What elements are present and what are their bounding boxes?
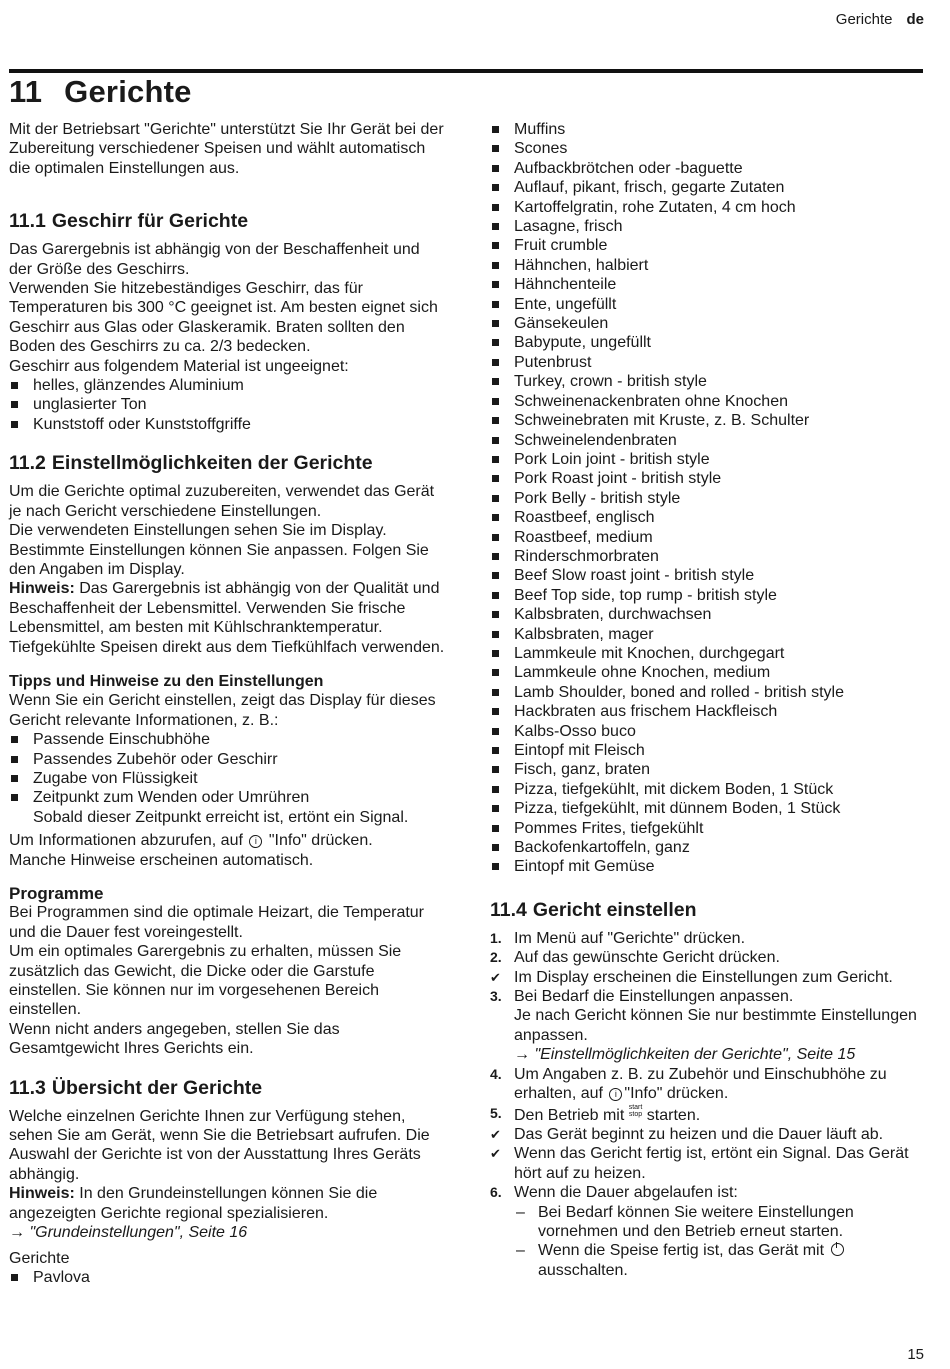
- note-label: Hinweis:: [9, 1185, 75, 1203]
- list-item: Kalbsbraten, durchwachsen: [490, 605, 920, 624]
- list-item: Schweinebraten mit Kruste, z. B. Schulter: [490, 411, 920, 430]
- cross-reference[interactable]: → "Einstellmöglichkeiten der Gerichte", Seite 15: [514, 1046, 856, 1064]
- list-item: Ente, ungefüllt: [490, 295, 920, 314]
- list-item: Lamb Shoulder, boned and rolled - british style: [490, 683, 920, 702]
- list-item: Muffins: [490, 120, 920, 139]
- list-item: helles, glänzendes Aluminium: [9, 376, 447, 395]
- list-item: Passende Einschubhöhe: [9, 730, 447, 749]
- paragraph: Um ein optimales Garergebnis zu erhalten, müssen Sie zusätzlich das Gewicht, die Dicke oder die Garstufe einstellen. Sie können nur im vorgesehenen Bereich einstellen.: [9, 943, 402, 1019]
- step-item: 6. Wenn die Dauer abgelaufen ist: – Bei Bedarf können Sie weitere Einstellungen vornehmen und den Betrieb erneut starten. – Wenn die Speise fertig ist, das Gerät mit ausschalten.: [490, 1183, 920, 1280]
- intro-paragraph: Mit der Betriebsart "Gerichte" unterstützt Sie Ihr Gerät bei der Zubereitung verschiedener Speisen und wählt automatisch die optimalen Einstellungen aus.: [9, 121, 444, 177]
- list-item: Kalbs-Osso buco: [490, 722, 920, 741]
- paragraph: Manche Hinweise erscheinen automatisch.: [9, 851, 314, 869]
- list-item: Lasagne, frisch: [490, 217, 920, 236]
- list-item: Kunststoff oder Kunststoffgriffe: [9, 415, 447, 434]
- list-item: Auflauf, pikant, frisch, gegarte Zutaten: [490, 178, 920, 197]
- header-language: de: [906, 11, 924, 28]
- header-section: Gerichte: [835, 11, 893, 28]
- header-rule: [9, 69, 923, 73]
- list-item: Hähnchen, halbiert: [490, 256, 920, 275]
- paragraph: Welche einzelnen Gerichte Ihnen zur Verfügung stehen, sehen Sie am Gerät, wenn Sie die Betriebsart aufrufen. Die Auswahl der Gerichte ist von der Ausstattung Ihres Geräts abhängig.: [9, 1107, 430, 1183]
- power-icon: [831, 1243, 844, 1256]
- cross-reference[interactable]: → "Grundeinstellungen", Seite 16: [9, 1224, 248, 1242]
- paragraph: Die verwendeten Einstellungen sehen Sie im Display. Bestimmte Einstellungen können Sie anpassen. Folgen Sie den Angaben im Display.: [9, 522, 429, 578]
- sub-step-item: – Bei Bedarf können Sie weitere Einstellungen vornehmen und den Betrieb erneut starten.: [514, 1203, 920, 1242]
- section-heading: 11.4 Gericht einstellen: [490, 898, 697, 921]
- list-item: Beef Top side, top rump - british style: [490, 586, 920, 605]
- chapter-number: 11: [9, 74, 43, 109]
- list-item: Eintopf mit Gemüse: [490, 857, 920, 876]
- result-item: ✔ Wenn das Gericht fertig ist, ertönt ein Signal. Das Gerät hört auf zu heizen.: [490, 1145, 909, 1182]
- list-item: Turkey, crown - british style: [490, 372, 920, 391]
- left-column: [9, 120, 447, 1287]
- list-item: Rinderschmorbraten: [490, 547, 920, 566]
- list-title: Gerichte: [9, 1249, 70, 1267]
- list-item: Zugabe von Flüssigkeit: [9, 769, 447, 788]
- list-item: Kalbsbraten, mager: [490, 625, 920, 644]
- step-item: 2. Auf das gewünschte Gericht drücken.: [490, 949, 780, 967]
- right-column: [490, 120, 920, 1280]
- list-item: Babypute, ungefüllt: [490, 333, 920, 352]
- paragraph: Bei Programmen sind die optimale Heizart, die Temperatur und die Dauer fest voreingestellt.: [9, 904, 425, 941]
- list-item: Roastbeef, medium: [490, 528, 920, 547]
- info-icon: i: [249, 835, 262, 848]
- paragraph: Um Informationen abzurufen, auf i "Info" drücken.: [9, 832, 373, 850]
- list-item: Fruit crumble: [490, 236, 920, 255]
- chapter-title: [9, 74, 192, 110]
- dishes-list-right: [490, 120, 920, 877]
- note-paragraph: Hinweis: In den Grundeinstellungen können Sie die angezeigten Gerichte regional spezialisieren.: [9, 1185, 378, 1222]
- step-item: 4. Um Angaben z. B. zu Zubehör und Einschubhöhe zu erhalten, auf i "Info" drücken.: [490, 1065, 887, 1103]
- list-item: Aufbackbrötchen oder -baguette: [490, 159, 920, 178]
- list-item: Putenbrust: [490, 353, 920, 372]
- sub-step-item: – Wenn die Speise fertig ist, das Gerät mit ausschalten.: [514, 1241, 920, 1280]
- dishes-list-left: [9, 1268, 447, 1287]
- list-item: Hähnchenteile: [490, 275, 920, 294]
- result-item: ✔ Im Display erscheinen die Einstellungen zum Gericht.: [490, 968, 893, 986]
- list-item: Pork Loin joint - british style: [490, 450, 920, 469]
- list-item: Scones: [490, 139, 920, 158]
- list-item: Lammkeule ohne Knochen, medium: [490, 663, 920, 682]
- list-item: Schweinenackenbraten ohne Knochen: [490, 392, 920, 411]
- list-item: Kartoffelgratin, rohe Zutaten, 4 cm hoch: [490, 198, 920, 217]
- list-item: Gänsekeulen: [490, 314, 920, 333]
- result-item: ✔ Das Gerät beginnt zu heizen und die Dauer läuft ab.: [490, 1125, 884, 1143]
- step-item: 5. Den Betrieb mit start stop starten.: [490, 1103, 701, 1124]
- start-stop-icon: start stop: [628, 1103, 643, 1118]
- check-icon: ✔: [490, 969, 501, 985]
- paragraph: Das Garergebnis ist abhängig von der Beschaffenheit und der Größe des Geschirrs.: [9, 241, 420, 278]
- list-item: Hackbraten aus frischem Hackfleisch: [490, 702, 920, 721]
- sub-steps-list: [514, 1203, 920, 1281]
- list-item: Roastbeef, englisch: [490, 508, 920, 527]
- section-heading: 11.3 Übersicht der Gerichte: [9, 1076, 263, 1099]
- paragraph: Wenn nicht anders angegeben, stellen Sie das Gesamtgewicht Ihres Gerichts ein.: [9, 1020, 340, 1058]
- list-item: Schweinelendenbraten: [490, 431, 920, 450]
- list-item: Beef Slow roast joint - british style: [490, 566, 920, 585]
- note-label: Hinweis:: [9, 580, 75, 598]
- check-icon: ✔: [490, 1146, 501, 1162]
- paragraph: Wenn Sie ein Gericht einstellen, zeigt das Display für dieses Gericht relevante Informationen, z. B.:: [9, 692, 436, 729]
- unsuitable-material-list: [9, 376, 447, 434]
- check-icon: ✔: [490, 1126, 501, 1142]
- chapter-title-text: Gerichte: [64, 74, 192, 109]
- list-item: Pizza, tiefgekühlt, mit dünnem Boden, 1 Stück: [490, 799, 920, 818]
- subheading: Programme: [9, 884, 104, 903]
- section-heading: 11.2 Einstellmöglichkeiten der Gerichte: [9, 452, 373, 475]
- info-icon: i: [609, 1088, 622, 1101]
- list-item: Pavlova: [9, 1268, 447, 1287]
- note-paragraph: Hinweis: Das Garergebnis ist abhängig von der Qualität und Beschaffenheit der Lebensmittel. Verwenden Sie frische Lebensmittel, am besten mit Kühlschranktemperatur. Tiefgekühlte Speisen direkt aus dem Tiefkühlfach verwenden.: [9, 580, 445, 656]
- list-item: Eintopf mit Fleisch: [490, 741, 920, 760]
- paragraph: Geschirr aus folgendem Material ist ungeeignet:: [9, 357, 349, 375]
- list-item: Passendes Zubehör oder Geschirr: [9, 750, 447, 769]
- list-item: Zeitpunkt zum Wenden oder Umrühren Sobald dieser Zeitpunkt erreicht ist, ertönt ein Signal.: [9, 788, 447, 827]
- list-item: Pommes Frites, tiefgekühlt: [490, 819, 920, 838]
- steps-list: [490, 929, 920, 1280]
- paragraph: Um die Gerichte optimal zuzubereiten, verwendet das Gerät je nach Gericht verschiedene Einstellungen.: [9, 483, 435, 520]
- list-item: Fisch, ganz, braten: [490, 760, 920, 779]
- list-item: Lammkeule mit Knochen, durchgegart: [490, 644, 920, 663]
- list-item: unglasierter Ton: [9, 395, 447, 414]
- paragraph: Verwenden Sie hitzebeständiges Geschirr, das für Temperaturen bis 300 °C geeignet ist. Am besten eignet sich Geschirr aus Glas oder Glaskeramik. Braten sollten den Boden des Geschirrs zu ca. 2/3 bedecken.: [9, 280, 438, 356]
- step-item: 1. Im Menü auf "Gerichte" drücken.: [490, 929, 746, 947]
- subheading: Tipps und Hinweise zu den Einstellungen: [9, 672, 324, 690]
- list-item: Backofenkartoffeln, ganz: [490, 838, 920, 857]
- list-item: Pork Roast joint - british style: [490, 469, 920, 488]
- list-item: Pizza, tiefgekühlt, mit dickem Boden, 1 Stück: [490, 780, 920, 799]
- running-header: [836, 11, 924, 28]
- section-heading: 11.1 Geschirr für Gerichte: [9, 210, 249, 233]
- page-number: 15: [907, 1346, 924, 1363]
- list-item: Pork Belly - british style: [490, 489, 920, 508]
- step-item: 3. Bei Bedarf die Einstellungen anpassen. Je nach Gericht können Sie nur bestimmte Einstellungen anpassen. → "Einstellmöglichkeiten der Gerichte", Seite 15: [490, 988, 917, 1064]
- tips-list: [9, 730, 447, 827]
